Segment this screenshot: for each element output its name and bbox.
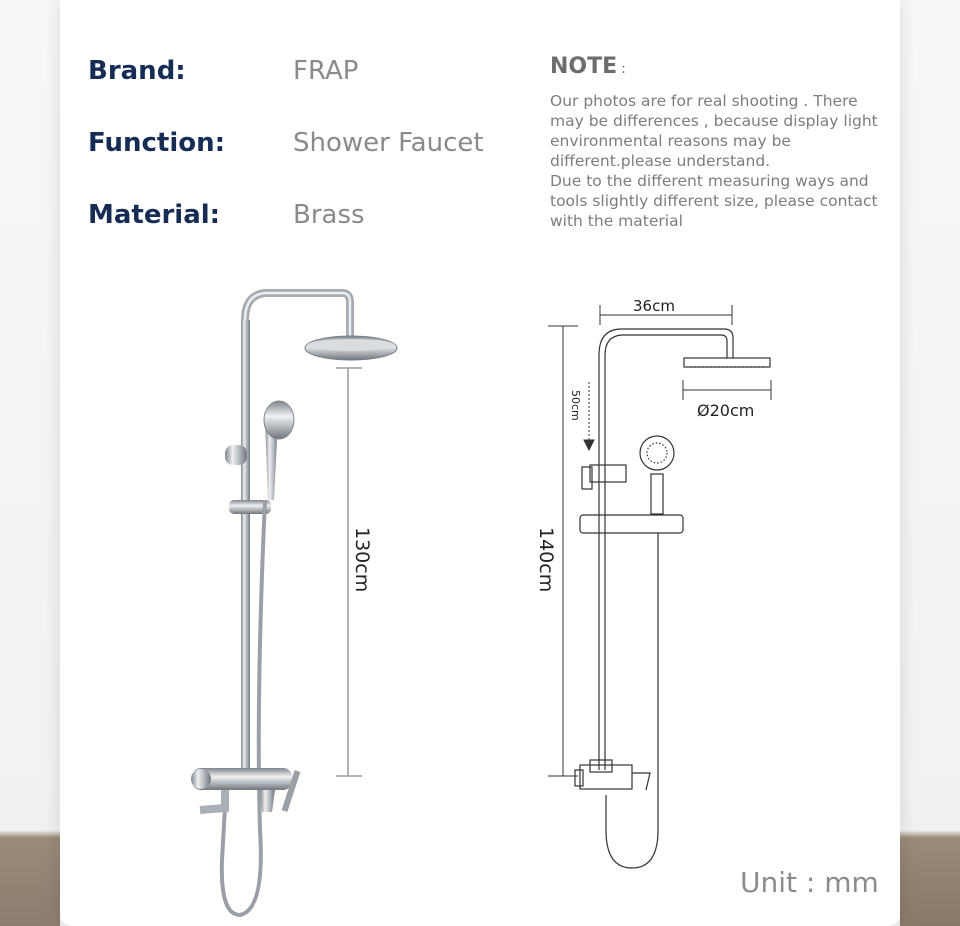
function-value: Shower Faucet [293,128,484,158]
shower-illustrations [60,0,900,926]
slide-range-label: 50cm [569,390,582,421]
material-label: Material: [88,200,221,230]
total-height-label: 140cm [535,527,557,593]
head-diameter-label: Ø20cm [697,401,755,420]
photo-height-label: 130cm [351,527,373,593]
brand-value: FRAP [293,56,359,86]
note-title: NOTE [550,54,618,79]
function-label: Function: [88,128,226,158]
background-right [900,0,960,926]
note-body: Our photos are for real shooting . There may be differences , because display light environmental reasons may be different.please understand. Due to the different measuring ways and tools slightly different size, please contact with the material [550,92,878,230]
spec-card [60,0,900,926]
dimension-lines [548,305,771,776]
brand-label: Brand: [88,56,186,86]
note-colon: : [621,61,626,77]
material-value: Brass [293,200,365,230]
background-left [0,0,60,926]
shower-photo [191,293,397,915]
unit-label: Unit : mm [740,866,879,899]
arm-length-label: 36cm [633,297,675,315]
